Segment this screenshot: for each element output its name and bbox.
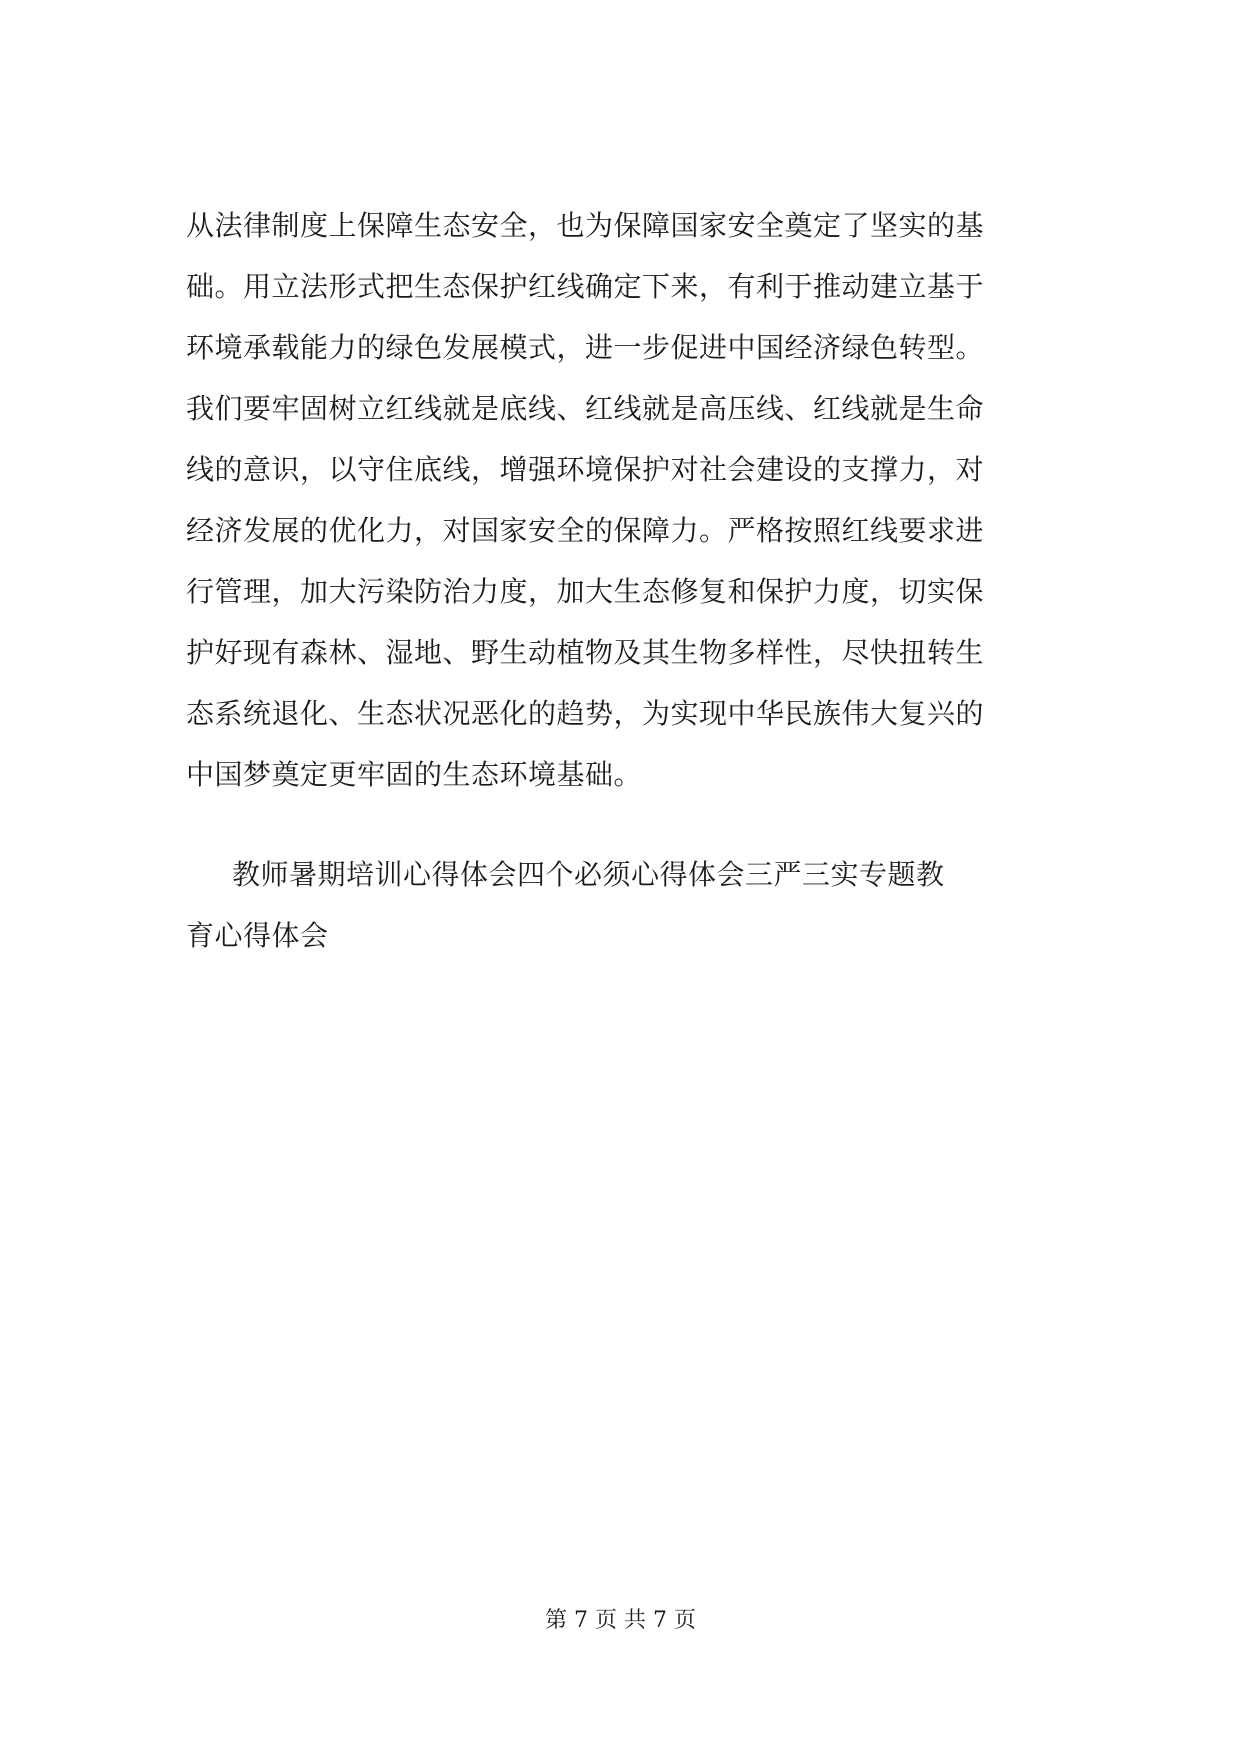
page-number-footer: 第 7 页 共 7 页 bbox=[545, 1608, 696, 1633]
body-line: 教师暑期培训心得体会四个必须心得体会三严三实专题教 bbox=[232, 858, 945, 891]
body-line: 从法律制度上保障生态安全，也为保障国家安全奠定了坚实的基 bbox=[186, 209, 985, 242]
body-line: 护好现有森林、湿地、野生动植物及其生物多样性，尽快扭转生 bbox=[186, 636, 985, 669]
body-line: 中国梦奠定更牢固的生态环境基础。 bbox=[186, 758, 643, 791]
body-line: 育心得体会 bbox=[186, 919, 329, 952]
body-line: 经济发展的优化力，对国家安全的保障力。严格按照红线要求进 bbox=[186, 514, 985, 547]
body-line: 态系统退化、生态状况恶化的趋势，为实现中华民族伟大复兴的 bbox=[186, 697, 985, 730]
body-line: 行管理，加大污染防治力度，加大生态修复和保护力度，切实保 bbox=[186, 575, 985, 608]
body-line: 线的意识，以守住底线，增强环境保护对社会建设的支撑力，对 bbox=[186, 453, 985, 486]
body-line: 环境承载能力的绿色发展模式，进一步促进中国经济绿色转型。 bbox=[186, 331, 985, 364]
body-line: 础。用立法形式把生态保护红线确定下来，有利于推动建立基于 bbox=[186, 270, 985, 303]
body-line: 我们要牢固树立红线就是底线、红线就是高压线、红线就是生命 bbox=[186, 392, 985, 425]
